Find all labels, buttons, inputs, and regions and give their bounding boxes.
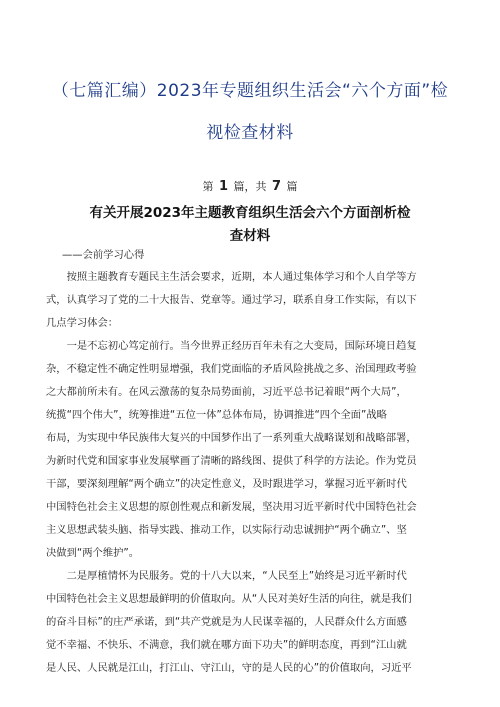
body-line: 干部，要深刻理解“两个确立”的决定性意义，及时跟进学习，掌握习近平新时代 — [46, 478, 407, 490]
body-line: 一是不忘初心笃定前行。当今世界正经历百年未有之大变局，国际环境日趋复 — [46, 340, 417, 352]
counter-mid: 篇，共 — [233, 180, 267, 193]
article-title-line-1: 有关开展2023年主题教育组织生活会六个方面剖析检 — [89, 205, 411, 221]
body-line: 决做到“两个维护”。 — [46, 547, 140, 559]
counter-prefix: 第 — [202, 180, 214, 193]
body-line: 式，认真学习了党的二十大报告、党章等。通过学习，联系自身工作实际，有以下 — [46, 294, 417, 306]
body-line: 中国特色社会主义思想最鲜明的价值取向。从“人民对美好生活的向往，就是我们 — [46, 593, 412, 605]
body-line: ——会前学习心得 — [62, 249, 145, 261]
body-line: 几点学习体会： — [46, 317, 119, 329]
body-line: 觉不幸福、不快乐、不满意，我们就在哪方面下功夫”的鲜明态度，再到“江山就 — [46, 639, 407, 651]
body-line: 按照主题教育专题民主生活会要求，近期，本人通过集体学习和个人自学等方 — [46, 271, 417, 283]
body-line: 布局，为实现中华民族伟大复兴的中国梦作出了一系列重大战略谋划和战略部署， — [46, 432, 417, 444]
counter-total: 7 — [272, 179, 282, 194]
body-line: 中国特色社会主义思想的原创性观点和新发展，坚决用习近平新时代中国特色社会 — [46, 501, 417, 513]
body-line: 统揽“四个伟大”，统筹推进“五位一体”总体布局，协调推进“四个全面”战略 — [46, 409, 387, 421]
article-title-line-2: 查材料 — [229, 228, 271, 244]
counter-suffix: 篇 — [286, 180, 298, 193]
body-line: 杂，不稳定性不确定性明显增强，我们党面临的矛盾风险挑战之多、治国理政考验 — [46, 363, 417, 375]
article-counter — [0, 178, 500, 194]
body-line: 是人民、人民就是江山，打江山、守江山，守的是人民的心”的价值取向，习近平 — [46, 662, 412, 674]
body-line: 的奋斗目标”的庄严承诺，到“共产党就是为人民谋幸福的，人民群众什么方面感 — [46, 616, 407, 628]
body-line: 之大都前所未有。在风云激荡的复杂局势面前，习近平总书记着眼“两个大局”， — [46, 386, 407, 398]
body-line: 主义思想武装头脑、指导实践、推动工作，以实际行动忠诚拥护“两个确立”、坚 — [46, 524, 407, 536]
body-line: 二是厚植情怀为民服务。党的十八大以来，“人民至上”始终是习近平新时代 — [46, 570, 407, 582]
body-line: 为新时代党和国家事业发展擘画了清晰的路线图、提供了科学的方法论。作为党员 — [46, 455, 417, 467]
counter-current: 1 — [218, 179, 228, 194]
document-title-line-2: 视检查材料 — [206, 123, 294, 143]
document-title-line-1: （七篇汇编）2023年专题组织生活会“六个方面”检 — [51, 81, 449, 101]
